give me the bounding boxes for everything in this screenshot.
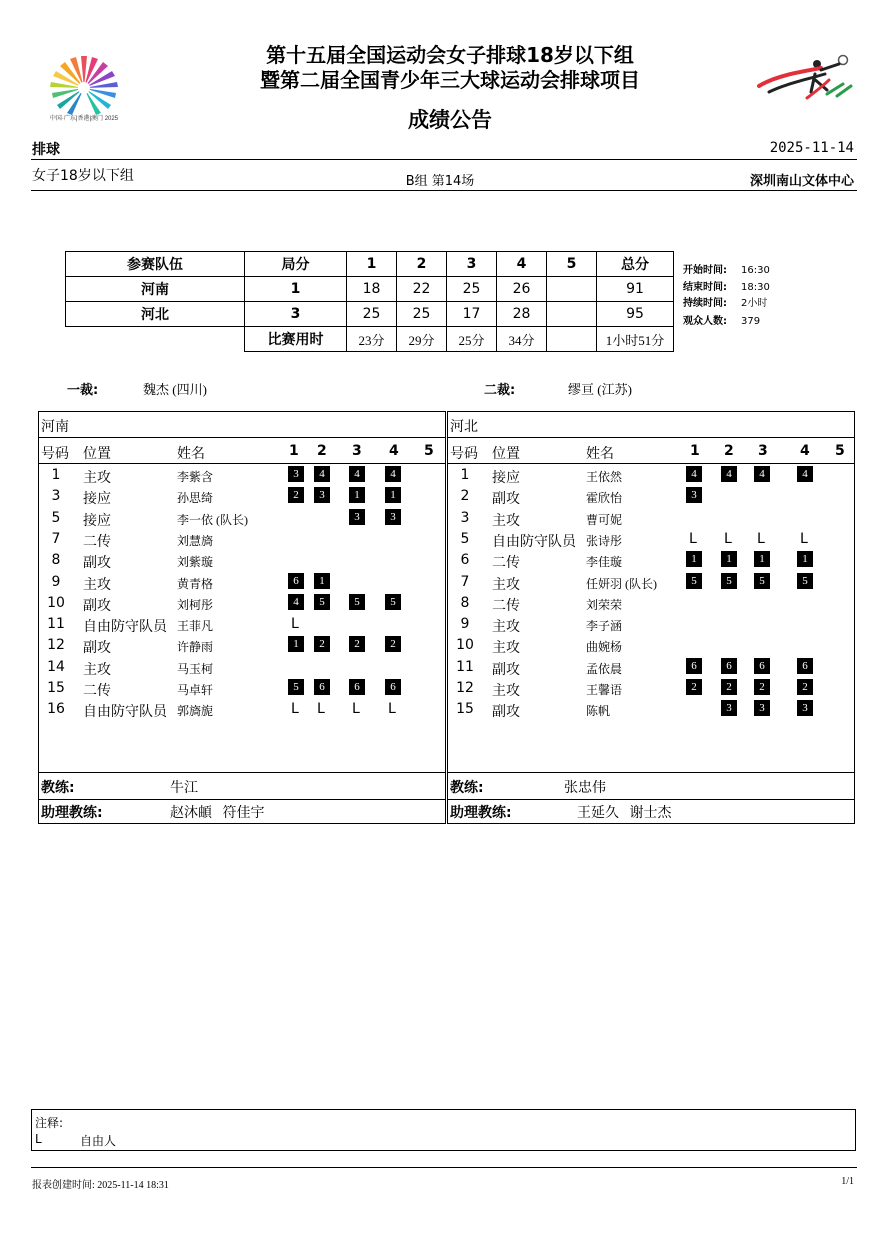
notes-box (31, 1109, 856, 1151)
page-subtitle: 成绩公告 (408, 108, 492, 132)
player-name: 曲婉杨 (586, 640, 623, 655)
divider (448, 799, 854, 800)
duration-value: 2小时 (741, 298, 768, 309)
col-header-set-4: 4 (800, 443, 810, 459)
starting-position-badge: 6 (754, 658, 770, 674)
score-header-set-1: 1 (347, 252, 397, 277)
player-name: 郭旖旎 (177, 704, 214, 719)
player-number: 15 (456, 701, 474, 718)
starting-position-badge: 4 (288, 594, 304, 610)
group-label: 女子18岁以下组 (32, 168, 134, 184)
starting-position-badge: 1 (754, 551, 770, 567)
starting-position-badge: 1 (686, 551, 702, 567)
starting-position-badge: 4 (797, 466, 813, 482)
player-name: 刘紫璇 (177, 555, 214, 570)
player-name: 陈帆 (586, 704, 611, 719)
total-duration: 1小时51分 (597, 327, 674, 352)
divider (39, 799, 445, 800)
score-header-sets: 局分 (245, 252, 347, 277)
duration (683, 294, 767, 309)
player-number: 6 (460, 552, 470, 569)
score-set (547, 277, 597, 302)
notes-key: L (35, 1132, 42, 1146)
starting-position-badge: 4 (686, 466, 702, 482)
player-name: 刘荣荣 (586, 597, 623, 612)
set-duration: 23分 (347, 327, 397, 352)
player-row (39, 593, 445, 614)
report-created-time: 报表创建时间: 2025-11-14 18:31 (32, 1180, 169, 1191)
player-row (448, 614, 854, 635)
second-referee-label: 二裁: (484, 383, 516, 398)
player-name: 王馨语 (586, 683, 623, 697)
player-number: 8 (51, 552, 61, 569)
starting-position-badge: 5 (797, 573, 813, 589)
logo-caption: 中国·广东|香港|澳门 2025 (49, 116, 119, 122)
blank-cell (66, 327, 245, 352)
starting-position-badge: 1 (721, 551, 737, 567)
set-duration: 34分 (497, 327, 547, 352)
player-name: 马卓轩 (177, 683, 214, 697)
away-team-name: 河北 (450, 419, 478, 435)
libero-marker: L (317, 701, 325, 718)
player-position: 自由防守队员 (83, 619, 167, 636)
starting-position-badge: 5 (686, 573, 702, 589)
starting-position-badge: 2 (385, 636, 401, 652)
games-logo (34, 28, 134, 122)
player-number: 1 (460, 467, 470, 483)
home-assistant-coach: 赵沐頔 符佳宇 (170, 806, 265, 821)
starting-position-badge: 1 (797, 551, 813, 567)
player-number: 9 (51, 573, 61, 590)
score-team: 河北 (66, 302, 245, 327)
score-set: 25 (397, 302, 447, 327)
player-name: 王依然 (586, 470, 623, 484)
col-header-no: 号码 (450, 446, 478, 462)
player-number: 7 (51, 530, 61, 547)
col-header-name: 姓名 (586, 446, 614, 462)
away-assistant-coach: 王延久 谢士杰 (577, 806, 672, 821)
divider (448, 772, 854, 773)
player-number: 14 (47, 658, 65, 675)
score-header-set-3: 3 (447, 252, 497, 277)
starting-position-badge: 2 (754, 679, 770, 695)
starting-position-badge: 4 (754, 466, 770, 482)
home-roster-panel (38, 411, 446, 824)
starting-position-badge: 1 (288, 636, 304, 652)
score-set: 22 (397, 277, 447, 302)
starting-position-badge: 6 (288, 573, 304, 589)
col-header-set-3: 3 (758, 443, 768, 459)
col-header-pos: 位置 (83, 446, 111, 462)
coach-label: 教练: (41, 780, 75, 796)
player-name: 李紫含 (177, 470, 214, 484)
volleyball-pictogram-icon (755, 50, 855, 114)
audience-label: 观众人数: (683, 316, 727, 327)
player-position: 接应 (492, 470, 520, 486)
player-name: 刘柯彤 (177, 597, 214, 612)
libero-marker: L (800, 530, 808, 547)
starting-position-badge: 5 (721, 573, 737, 589)
divider (39, 772, 445, 773)
starting-position-badge: 4 (385, 466, 401, 482)
starting-position-badge: 3 (797, 700, 813, 716)
player-position: 自由防守队员 (83, 704, 167, 721)
player-number: 5 (460, 530, 470, 547)
player-row (39, 614, 445, 635)
duration-row (66, 327, 674, 352)
player-position: 副攻 (83, 597, 111, 614)
divider (448, 437, 854, 438)
starting-position-badge: 6 (385, 679, 401, 695)
score-sets-won: 1 (245, 277, 347, 302)
col-header-set-5: 5 (424, 443, 434, 459)
player-number: 16 (47, 701, 65, 718)
libero-marker: L (757, 530, 765, 547)
starting-position-badge: 3 (686, 487, 702, 503)
score-header-set-4: 4 (497, 252, 547, 277)
score-table (65, 251, 674, 352)
player-row (448, 593, 854, 614)
divider (31, 190, 857, 191)
player-position: 主攻 (83, 661, 111, 678)
player-number: 8 (460, 594, 470, 611)
divider (39, 437, 445, 438)
starting-position-badge: 4 (349, 466, 365, 482)
player-number: 2 (460, 488, 470, 505)
player-position: 主攻 (492, 640, 520, 657)
coach-label: 教练: (450, 780, 484, 796)
player-row (39, 635, 445, 656)
player-row (448, 678, 854, 699)
starting-position-badge: 2 (797, 679, 813, 695)
starting-position-badge: 2 (349, 636, 365, 652)
end-time (683, 278, 770, 293)
venue-label: 深圳南山文体中心 (749, 174, 854, 189)
col-header-set-2: 2 (724, 443, 734, 459)
player-position: 主攻 (83, 576, 111, 593)
player-row (448, 699, 854, 720)
libero-marker: L (724, 530, 732, 547)
player-name: 张诗彤 (586, 533, 623, 548)
col-header-set-1: 1 (690, 443, 700, 459)
home-coach: 牛江 (170, 781, 198, 796)
col-header-set-2: 2 (317, 443, 327, 459)
player-name: 王菲凡 (177, 619, 214, 634)
player-row (448, 529, 854, 550)
player-position: 二传 (492, 555, 520, 572)
page-number: 1/1 (841, 1176, 854, 1187)
player-name: 霍欣怡 (586, 491, 623, 506)
score-header-row (66, 252, 674, 277)
col-header-no: 号码 (41, 446, 69, 462)
duration-label: 持续时间: (683, 298, 727, 309)
starting-position-badge: 5 (754, 573, 770, 589)
start-time-value: 16:30 (741, 265, 770, 276)
starting-position-badge: 2 (288, 487, 304, 503)
starting-position-badge: 1 (385, 487, 401, 503)
second-referee: 缪亘 (江苏) (568, 382, 632, 397)
starting-position-badge: 5 (385, 594, 401, 610)
col-header-pos: 位置 (492, 446, 520, 462)
notes-value: 自由人 (80, 1134, 117, 1148)
starting-position-badge: 6 (721, 658, 737, 674)
player-name: 李佳璇 (586, 555, 623, 570)
player-position: 二传 (83, 683, 111, 699)
score-row-home (66, 277, 674, 302)
player-number: 9 (460, 616, 470, 633)
player-name: 任妍羽 (队长) (586, 576, 657, 591)
player-position: 副攻 (83, 555, 111, 572)
player-row (39, 678, 445, 699)
player-number: 10 (47, 594, 65, 611)
starting-position-badge: 3 (385, 509, 401, 525)
player-row (448, 572, 854, 593)
player-row (39, 550, 445, 571)
starting-position-badge: 2 (721, 679, 737, 695)
start-time-label: 开始时间: (683, 265, 727, 276)
player-number: 3 (51, 488, 61, 505)
score-sets-won: 3 (245, 302, 347, 327)
libero-marker: L (388, 701, 396, 718)
title-line-1: 第十五届全国运动会女子排球18岁以下组 (266, 43, 634, 67)
player-position: 主攻 (492, 512, 520, 529)
sport-label: 排球 (32, 142, 60, 158)
audience (683, 312, 760, 327)
end-time-label: 结束时间: (683, 282, 727, 293)
player-row (39, 508, 445, 529)
col-header-set-1: 1 (289, 443, 299, 459)
player-position: 二传 (83, 533, 111, 550)
player-name: 刘慧旖 (177, 533, 214, 548)
starting-position-badge: 3 (721, 700, 737, 716)
score-set: 25 (447, 277, 497, 302)
starting-position-badge: 4 (721, 466, 737, 482)
notes-title: 注释: (35, 1116, 64, 1130)
player-name: 孟依晨 (586, 661, 623, 676)
col-header-set-3: 3 (352, 443, 362, 459)
player-name: 马玉柯 (177, 661, 214, 676)
player-name: 曹可妮 (586, 512, 623, 527)
assistant-coach-label: 助理教练: (41, 805, 103, 821)
libero-marker: L (291, 701, 299, 718)
starting-position-badge: 3 (314, 487, 330, 503)
score-row-away (66, 302, 674, 327)
player-position: 二传 (492, 597, 520, 614)
set-duration: 25分 (447, 327, 497, 352)
starting-position-badge: 6 (349, 679, 365, 695)
player-position: 接应 (83, 491, 111, 508)
starting-position-badge: 6 (797, 658, 813, 674)
starting-position-badge: 3 (349, 509, 365, 525)
starting-position-badge: 2 (686, 679, 702, 695)
home-team-name: 河南 (41, 419, 69, 435)
player-position: 副攻 (492, 704, 520, 721)
starting-position-badge: 6 (314, 679, 330, 695)
player-row (448, 635, 854, 656)
libero-marker: L (352, 701, 360, 718)
player-name: 孙思绮 (177, 491, 214, 506)
starting-position-badge: 3 (754, 700, 770, 716)
start-time (683, 261, 770, 276)
score-header-set-2: 2 (397, 252, 447, 277)
libero-marker: L (689, 530, 697, 547)
player-position: 主攻 (492, 683, 520, 699)
libero-marker: L (291, 616, 299, 633)
player-position: 主攻 (83, 470, 111, 486)
player-row (448, 465, 854, 486)
col-header-set-5: 5 (835, 443, 845, 459)
end-time-value: 18:30 (741, 282, 770, 293)
duration-label: 比赛用时 (245, 327, 347, 352)
set-duration: 29分 (397, 327, 447, 352)
player-row (448, 508, 854, 529)
starting-position-badge: 5 (349, 594, 365, 610)
starting-position-badge: 1 (314, 573, 330, 589)
player-row (448, 657, 854, 678)
starting-position-badge: 1 (349, 487, 365, 503)
score-team: 河南 (66, 277, 245, 302)
score-set: 25 (347, 302, 397, 327)
title-line-2: 暨第二届全国青少年三大球运动会排球项目 (260, 68, 640, 92)
score-total: 91 (597, 277, 674, 302)
player-row (39, 465, 445, 486)
player-row (39, 486, 445, 507)
player-number: 1 (51, 467, 61, 483)
starting-position-badge: 4 (314, 466, 330, 482)
score-set: 26 (497, 277, 547, 302)
score-header-set-5: 5 (547, 252, 597, 277)
divider (39, 463, 445, 464)
away-coach: 张忠伟 (564, 781, 606, 796)
divider (31, 1167, 857, 1168)
first-referee: 魏杰 (四川) (143, 382, 207, 397)
starting-position-badge: 5 (314, 594, 330, 610)
starting-position-badge: 3 (288, 466, 304, 482)
score-total: 95 (597, 302, 674, 327)
away-roster-panel (447, 411, 855, 824)
player-name: 李一依 (队长) (177, 512, 248, 527)
player-number: 7 (460, 573, 470, 590)
player-row (39, 699, 445, 720)
player-position: 副攻 (492, 661, 520, 678)
starting-position-badge: 5 (288, 679, 304, 695)
player-number: 12 (47, 637, 65, 654)
set-duration (547, 327, 597, 352)
col-header-set-4: 4 (389, 443, 399, 459)
starting-position-badge: 2 (314, 636, 330, 652)
first-referee-label: 一裁: (67, 383, 99, 398)
player-position: 副攻 (83, 640, 111, 657)
player-number: 5 (51, 509, 61, 526)
player-row (39, 572, 445, 593)
col-header-name: 姓名 (177, 446, 205, 462)
player-row (39, 657, 445, 678)
player-number: 10 (456, 637, 474, 654)
audience-value: 379 (741, 316, 761, 327)
player-number: 3 (460, 509, 470, 526)
player-position: 接应 (83, 512, 111, 529)
score-header-total: 总分 (597, 252, 674, 277)
score-set (547, 302, 597, 327)
player-number: 11 (456, 658, 474, 675)
player-row (448, 486, 854, 507)
starting-position-badge: 6 (686, 658, 702, 674)
divider (448, 463, 854, 464)
player-number: 11 (47, 616, 65, 633)
score-set: 18 (347, 277, 397, 302)
round-label: B组 第14场 (405, 174, 475, 189)
score-set: 28 (497, 302, 547, 327)
player-row (448, 550, 854, 571)
score-header-team: 参赛队伍 (66, 252, 245, 277)
divider (31, 159, 857, 160)
player-position: 主攻 (492, 576, 520, 593)
match-date: 2025-11-14 (769, 140, 854, 156)
player-row (39, 529, 445, 550)
player-name: 许静雨 (177, 640, 214, 655)
player-number: 15 (47, 680, 65, 696)
player-name: 李子涵 (586, 619, 623, 634)
player-position: 主攻 (492, 619, 520, 636)
player-position: 自由防守队员 (492, 533, 576, 550)
score-set: 17 (447, 302, 497, 327)
assistant-coach-label: 助理教练: (450, 805, 512, 821)
player-number: 12 (456, 680, 474, 696)
player-name: 黄青格 (177, 576, 214, 591)
player-position: 副攻 (492, 491, 520, 508)
